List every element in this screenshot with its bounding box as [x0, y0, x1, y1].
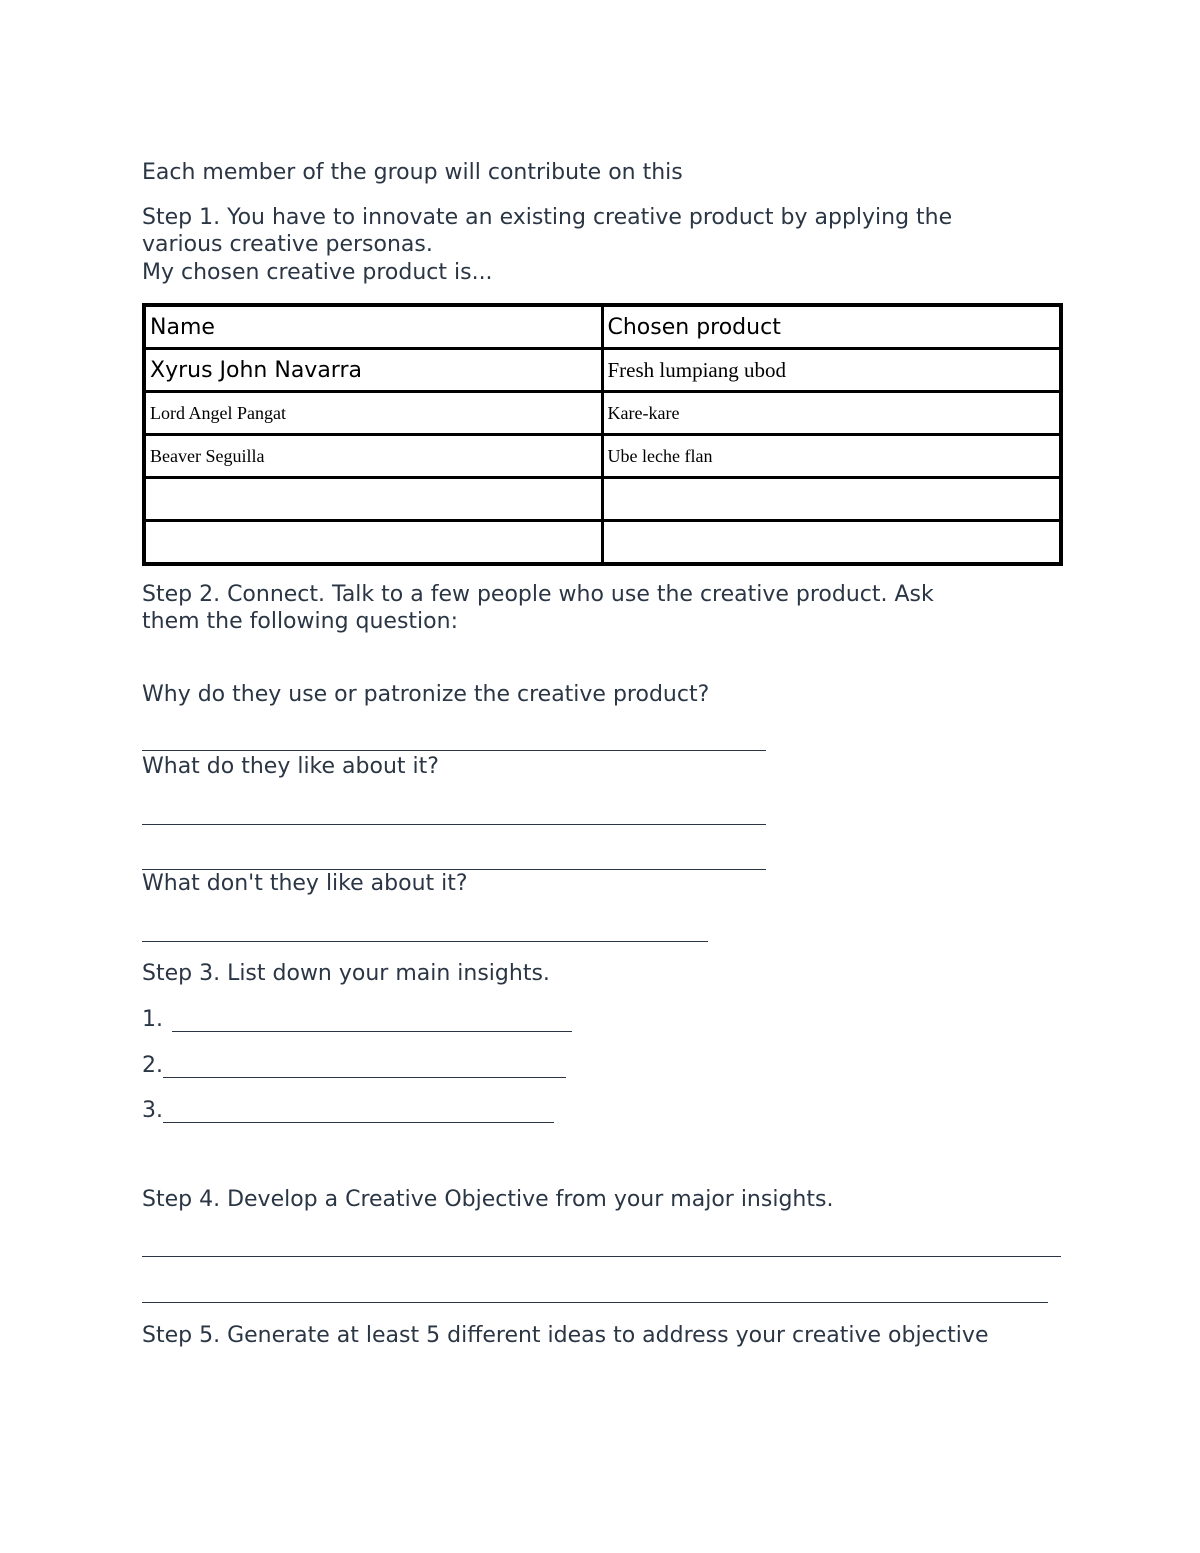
step1-line3: My chosen creative product is... — [142, 260, 493, 285]
insight-number-3: 3. — [142, 1098, 163, 1123]
member-product[interactable] — [602, 521, 1061, 565]
question-why-use: Why do they use or patronize the creative product? — [142, 682, 710, 707]
question-dislike: What don't they like about it? — [142, 871, 468, 896]
table-row — [144, 521, 1061, 565]
member-name[interactable] — [144, 478, 602, 521]
insight-line-1[interactable] — [172, 1031, 572, 1032]
answer-line-like-1[interactable] — [142, 824, 766, 825]
step3-title: Step 3. List down your main insights. — [142, 961, 550, 986]
member-product[interactable]: Kare-kare — [602, 392, 1061, 435]
intro-text: Each member of the group will contribute on this — [142, 160, 683, 185]
member-name[interactable] — [144, 521, 602, 565]
insight-number-1: 1. — [142, 1007, 163, 1032]
step1-line2: various creative personas. — [142, 232, 433, 257]
step2-line1: Step 2. Connect. Talk to a few people who use the creative product. Ask — [142, 582, 934, 607]
table-row — [144, 478, 1061, 521]
objective-line-1[interactable] — [142, 1256, 1061, 1257]
table-row — [144, 349, 1061, 392]
member-product[interactable] — [602, 478, 1061, 521]
member-product-table — [142, 303, 1063, 566]
insight-line-2[interactable] — [163, 1077, 566, 1078]
question-like: What do they like about it? — [142, 754, 439, 779]
table-header-row — [144, 305, 1061, 349]
insight-line-3[interactable] — [163, 1122, 554, 1123]
answer-line-dislike[interactable] — [142, 941, 708, 942]
member-name[interactable]: Beaver Seguilla — [144, 435, 602, 478]
header-name: Name — [144, 305, 602, 349]
step2-line2: them the following question: — [142, 609, 458, 634]
step4-title: Step 4. Develop a Creative Objective from your major insights. — [142, 1187, 834, 1212]
table-row — [144, 435, 1061, 478]
member-product[interactable]: Fresh lumpiang ubod — [602, 349, 1061, 392]
objective-line-2[interactable] — [142, 1302, 1048, 1303]
answer-line-why-use[interactable] — [142, 750, 766, 751]
insight-number-2: 2. — [142, 1053, 163, 1078]
header-chosen-product: Chosen product — [602, 305, 1061, 349]
member-name[interactable]: Xyrus John Navarra — [144, 349, 602, 392]
table-row — [144, 392, 1061, 435]
member-name[interactable]: Lord Angel Pangat — [144, 392, 602, 435]
step5-title: Step 5. Generate at least 5 different ideas to address your creative objective — [142, 1323, 989, 1348]
step1-line1: Step 1. You have to innovate an existing creative product by applying the — [142, 205, 953, 230]
member-product[interactable]: Ube leche flan — [602, 435, 1061, 478]
